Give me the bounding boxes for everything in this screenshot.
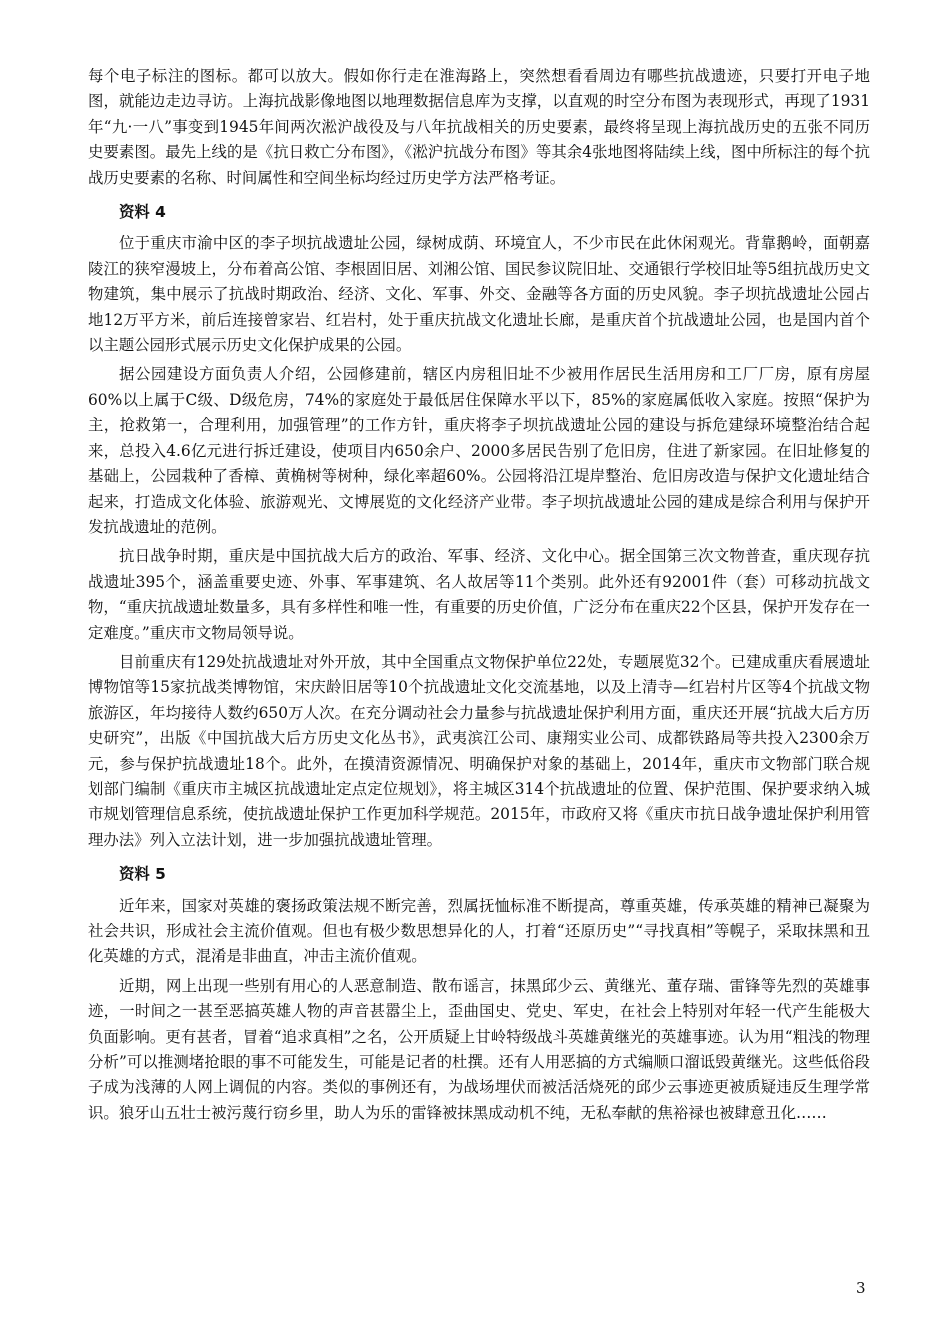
page-number: 3 <box>856 1279 866 1297</box>
section5-paragraph-2: 近期，网上出现一些别有用心的人恶意制造、散布谣言，抹黑邱少云、黄继光、董存瑞、雷锋等先烈的英雄事迹，一时间之一甚至恶搞英雄人物的声音甚嚣尘上，歪曲国史、党史、军史，在社会上特别对年轻一代产生能极大负面影响。更有甚者，冒着“追求真相”之名，公开质疑上甘岭特级战斗英雄黄继光的英雄事迹。认为用“粗浅的物理分析”可以推测堵抢眼的事不可能发生，可能是记者的杜撰。还有人用恶搞的方式编顺口溜诋毁黄继光。这些低俗段子成为浅薄的人网上调侃的内容。类似的事例还有，为战场埋伏而被活活烧死的邱少云事迹更被质疑违反生理学常识。狼牙山五壮士被污蔑行窃乡里，助人为乐的雷锋被抹黑成动机不纯，无私奉献的焦裕禄也被肆意丑化…… <box>88 976 870 1122</box>
section3-continuation: 每个电子标注的图标。都可以放大。假如你行走在淮海路上，突然想看看周边有哪些抗战遗迹，只要打开电子地图，就能边走边寻访。上海抗战影像地图以地理数据信息库为支撑，以直观的时空分布图为表现形式，再现了1931年“九·一八”事变到1945年间两次淞沪战役及与八年抗战相关的历史要素，最终将呈现上海抗战历史的五张不同历史要素图。最先上线的是《抗日救亡分布图》，《淞沪抗战分布图》等其余4张地图将陆续上线，图中所标注的每个抗战历史要素的名称、时间属性和空间坐标均经过历史学方法严格考证。 <box>88 67 870 187</box>
document-page <box>88 64 870 1126</box>
section5-heading: 资料 5 <box>119 865 166 884</box>
section4-heading: 资料 4 <box>119 203 166 222</box>
section5-paragraph-1: 近年来，国家对英雄的褒扬政策法规不断完善，烈属抚恤标准不断提高，尊重英雄，传承英雄的精神已凝聚为社会共识，形成社会主流价值观。但也有极少数思想异化的人，打着“还原历史”“寻找真相”等幌子，采取抹黑和丑化英雄的方式，混淆是非曲直，冲击主流价值观。 <box>88 896 870 966</box>
section4-paragraph-4: 目前重庆有129处抗战遗址对外开放，其中全国重点文物保护单位22处，专题展览32个。已建成重庆看展遗址博物馆等15家抗战类博物馆，宋庆龄旧居等10个抗战遗址文化交流基地，以及上清寺—红岩村片区等4个抗战文物旅游区，年均接待人数约650万人次。在充分调动社会力量参与抗战遗址保护利用方面，重庆还开展“抗战大后方历史研究”，出版《中国抗战大后方历史文化丛书》，武夷滨江公司、康翔实业公司、成都铁路局等共投入2300余万元，参与保护抗战遗址18个。此外，在摸清资源情况、明确保护对象的基础上，2014年，重庆市文物部门联合规划部门编制《重庆市主城区抗战遗址定点定位规划》，将主城区314个抗战遗址的位置、保护范围、保护要求纳入城市规划管理信息系统，使抗战遗址保护工作更加科学规范。2015年，市政府又将《重庆市抗日战争遗址保护利用管理办法》列入立法计划，进一步加强抗战遗址管理。 <box>88 652 870 849</box>
section4-paragraph-3: 抗日战争时期，重庆是中国抗战大后方的政治、军事、经济、文化中心。据全国第三次文物普查，重庆现存抗战遗址395个，涵盖重要史迹、外事、军事建筑、名人故居等11个类别。此外还有92001件（套）可移动抗战文物，“重庆抗战遗址数量多，具有多样性和唯一性，有重要的历史价值，广泛分布在重庆22个区县，保护开发存在一定难度。”重庆市文物局领导说。 <box>88 547 870 642</box>
section4-paragraph-2: 据公园建设方面负责人介绍，公园修建前，辖区内房租旧址不少被用作居民生活用房和工厂厂房，原有房屋60%以上属于C级、D级危房，74%的家庭处于最低居住保障水平以下，85%的家庭属低收入家庭。按照“保护为主，抢救第一，合理利用，加强管理”的工作方针，重庆将李子坝抗战遗址公园的建设与拆危建绿环境整治结合起来，总投入4.6亿元进行拆迁建设，使项目内650余户、2000多居民告别了危旧房，住进了新家园。在旧址修复的基础上，公园栽种了香樟、黄桷树等树种，绿化率超60%。公园将沿江堤岸整治、危旧房改造与保护文化遗址结合起来，打造成文化体验、旅游观光、文博展览的文化经济产业带。李子坝抗战遗址公园的建成是综合利用与保护开发抗战遗址的范例。 <box>88 365 870 536</box>
section4-paragraph-1: 位于重庆市渝中区的李子坝抗战遗址公园，绿树成荫、环境宜人，不少市民在此休闲观光。背靠鹅岭，面朝嘉陵江的狭窄漫坡上，分布着高公馆、李根固旧居、刘湘公馆、国民参议院旧址、交通银行学校旧址等5组抗战历史文物建筑，集中展示了抗战时期政治、经济、文化、军事、外交、金融等各方面的历史风貌。李子坝抗战遗址公园占地12万平方米，前后连接曾家岩、红岩村，处于重庆抗战文化遗址长廊，是重庆首个抗战遗址公园，也是国内首个以主题公园形式展示历史文化保护成果的公园。 <box>88 234 870 355</box>
